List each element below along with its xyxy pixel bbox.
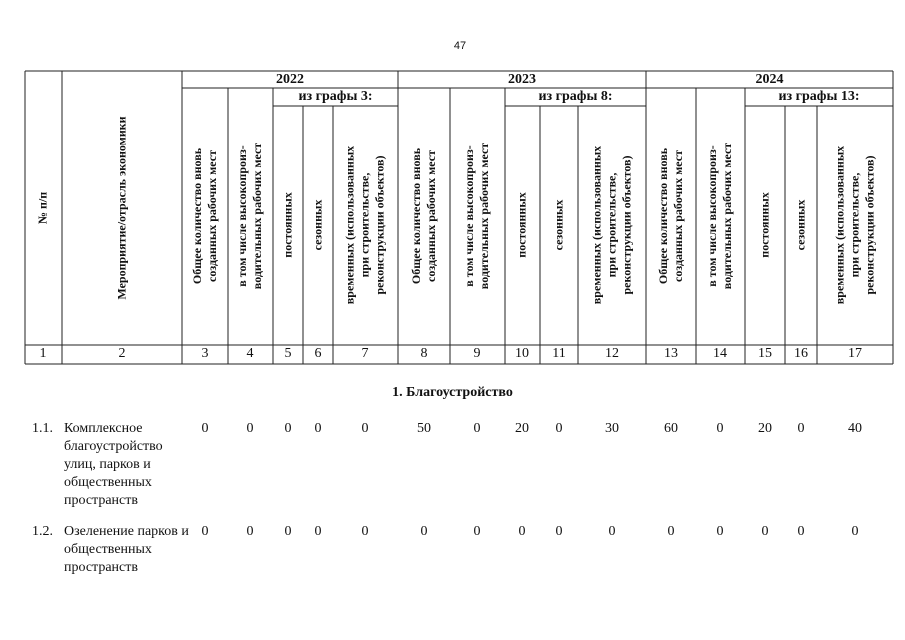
year-2023-header: 2023	[508, 71, 536, 87]
column-number: 9	[473, 346, 481, 361]
column-header-permanent-2024: постоянных	[757, 192, 772, 258]
year-2024-header: 2024	[755, 71, 784, 87]
column-number: 16	[794, 346, 808, 361]
column-header-total-jobs-2024: Общее количество вновь созданных рабочих мест	[656, 147, 685, 285]
row-value: 0	[201, 524, 209, 539]
column-number: 4	[246, 346, 254, 361]
row-value: 0	[361, 524, 369, 539]
row-value: 0	[420, 524, 428, 539]
column-header-high-productivity-2023: в том числе высокопроиз- водительных рабочих мест	[462, 142, 491, 290]
row-value: 0	[473, 421, 481, 436]
column-header-high-productivity-2024: в том числе высокопроиз- водительных рабочих мест	[705, 142, 734, 290]
row-value: 0	[361, 421, 369, 436]
row-value: 0	[716, 524, 724, 539]
column-number: 6	[314, 346, 322, 361]
row-activity-name: Комплексное благоустройство улиц, парков и общественных пространств	[64, 421, 163, 508]
row-number: 1.2.	[32, 524, 53, 539]
row-value: 0	[797, 524, 805, 539]
column-number: 1	[39, 346, 47, 361]
row-value: 0	[716, 421, 724, 436]
column-number: 2	[118, 346, 126, 361]
column-number: 11	[552, 346, 566, 361]
row-value: 20	[515, 421, 529, 436]
column-number: 10	[515, 346, 529, 361]
column-header-seasonal-2023: сезонных	[551, 199, 566, 251]
column-header-permanent-2023: постоянных	[514, 192, 529, 258]
row-value: 0	[246, 421, 254, 436]
row-number: 1.1.	[32, 421, 53, 436]
row-value: 0	[761, 524, 769, 539]
column-header-temporary-2023: временных (использованных при строительстве, реконструкции объектов)	[589, 145, 634, 305]
row-value: 0	[667, 524, 675, 539]
column-number: 13	[664, 346, 678, 361]
row-value: 0	[314, 524, 322, 539]
row-value: 0	[473, 524, 481, 539]
column-header-seasonal-2022: сезонных	[310, 199, 325, 251]
year-2022-header: 2022	[276, 71, 304, 87]
row-value: 0	[246, 524, 254, 539]
column-header-activity: Мероприятие/отрасль экономики	[114, 116, 129, 300]
row-value: 0	[518, 524, 526, 539]
subgroup-header-2023: из графы 8:	[538, 89, 613, 104]
row-value: 0	[314, 421, 322, 436]
row-value: 30	[605, 421, 619, 436]
row-value: 0	[201, 421, 209, 436]
row-value: 0	[851, 524, 859, 539]
column-number: 15	[758, 346, 772, 361]
column-header-permanent-2022: постоянных	[280, 192, 295, 258]
column-header-temporary-2022: временных (использованных при строительстве, реконструкции объектов)	[342, 145, 387, 305]
column-number: 12	[605, 346, 619, 361]
column-number: 5	[284, 346, 292, 361]
row-value: 50	[417, 421, 431, 436]
row-value: 40	[848, 421, 862, 436]
row-value: 0	[555, 421, 563, 436]
subgroup-header-2022: из графы 3:	[298, 89, 373, 104]
column-number: 3	[201, 346, 209, 361]
row-activity-name: Озеленение парков и общественных пространств	[64, 524, 189, 575]
column-header-temporary-2024: временных (использованных при строительстве, реконструкции объектов)	[832, 145, 877, 305]
row-value: 0	[284, 524, 292, 539]
column-header-high-productivity-2022: в том числе высокопроиз- водительных рабочих мест	[235, 142, 264, 290]
page-number: 47	[453, 40, 467, 52]
column-header-seasonal-2024: сезонных	[793, 199, 808, 251]
section-title: 1. Благоустройство	[392, 385, 513, 400]
row-value: 60	[664, 421, 678, 436]
row-value: 0	[608, 524, 616, 539]
column-number: 8	[420, 346, 428, 361]
row-value: 0	[797, 421, 805, 436]
row-value: 20	[758, 421, 772, 436]
row-value: 0	[555, 524, 563, 539]
row-value: 0	[284, 421, 292, 436]
subgroup-header-2024: из графы 13:	[778, 89, 860, 104]
column-number: 7	[361, 346, 369, 361]
column-header-total-jobs-2023: Общее количество вновь созданных рабочих мест	[409, 147, 438, 285]
column-header-total-jobs-2022: Общее количество вновь созданных рабочих мест	[190, 147, 219, 285]
column-number: 17	[848, 346, 862, 361]
column-number: 14	[713, 346, 727, 361]
column-header-number: № п/п	[35, 191, 50, 225]
